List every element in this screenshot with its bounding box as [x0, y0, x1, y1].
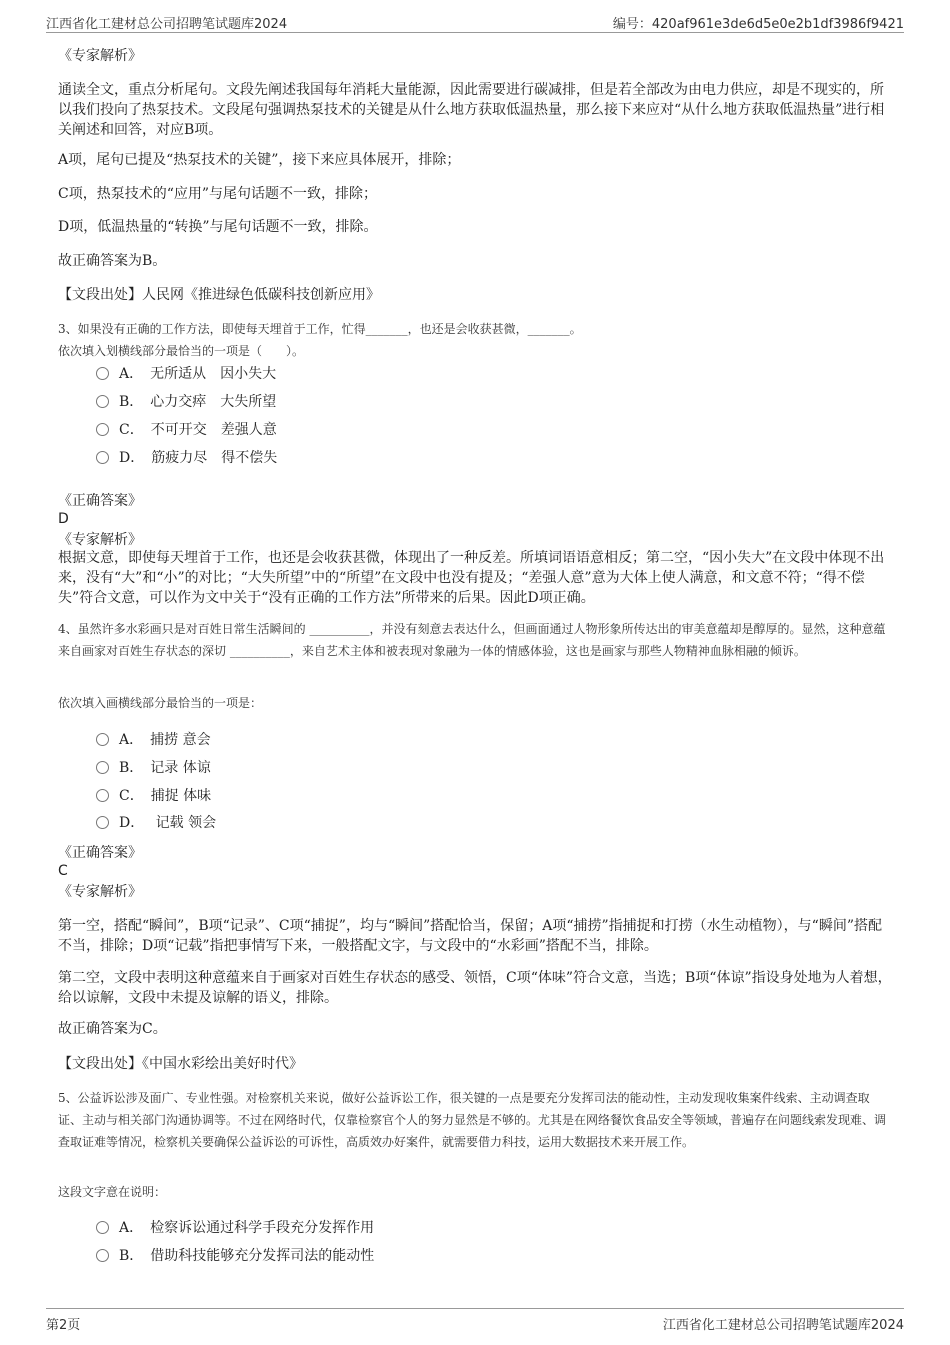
- q4-option-b[interactable]: B． 记录 体谅: [96, 758, 211, 778]
- q3-option-d[interactable]: D． 筋疲力尽 得不偿失: [96, 448, 277, 468]
- q3-instruction: 依次填入划横线部分最恰当的一项是（ ）。: [58, 344, 305, 358]
- q2-conclusion: 故正确答案为B。: [58, 253, 167, 269]
- radio-icon[interactable]: [96, 761, 109, 774]
- page-footer: [46, 1308, 904, 1331]
- q3-answer: D: [58, 511, 69, 527]
- radio-icon[interactable]: [96, 1221, 109, 1234]
- q4-source: 【文段出处】《中国水彩绘出美好时代》: [58, 1056, 303, 1072]
- q2-analysis-label: 《专家解析》: [58, 48, 142, 64]
- q4-conclusion: 故正确答案为C。: [58, 1021, 167, 1037]
- q4-answer: C: [58, 863, 68, 879]
- q4-analysis-label: 《专家解析》: [58, 884, 142, 900]
- q4-instruction: 依次填入画横线部分最恰当的一项是：: [58, 696, 263, 710]
- q4-answer-label: 《正确答案》: [58, 845, 142, 861]
- radio-icon[interactable]: [96, 395, 109, 408]
- radio-icon[interactable]: [96, 423, 109, 436]
- q3-analysis-label: 《专家解析》: [58, 532, 142, 548]
- footer-title: 江西省化工建材总公司招聘笔试题库2024: [662, 1318, 904, 1333]
- page-number: 第2页: [46, 1318, 81, 1333]
- q3-option-b[interactable]: B． 心力交瘁 大失所望: [96, 392, 276, 412]
- page-header: [46, 10, 904, 33]
- q2-analysis-p3: C项，热泵技术的“应用”与尾句话题不一致，排除；: [58, 186, 378, 202]
- q2-source: 【文段出处】人民网《推进绿色低碳科技创新应用》: [58, 287, 380, 303]
- q5-stem: 5、公益诉讼涉及面广、专业性强。对检察机关来说，做好公益诉讼工作，很关键的一点是要充分发挥司法的能动性，主动发现收集案件线索、主动调查取证、主动与相关部门沟通协调等。不过在网络时代，仅靠检察官个人的努力显然是不够的。尤其是在网络餐饮食品安全等领域，普遍存在问题线索发现难、调查取证难等情况，检察机关要确保公益诉讼的可诉性，高质效办好案件，就需要借力科技，运用大数据技术来开展工作。: [58, 1091, 887, 1149]
- q5-option-a[interactable]: A． 检察诉讼通过科学手段充分发挥作用: [96, 1218, 374, 1238]
- q5-instruction: 这段文字意在说明：: [58, 1185, 167, 1199]
- q4-option-c[interactable]: C． 捕捉 体味: [96, 786, 211, 806]
- q3-option-a[interactable]: A． 无所适从 因小失大: [96, 364, 276, 384]
- q2-analysis-p1: 通读全文，重点分析尾句。文段先阐述我国每年消耗大量能源，因此需要进行碳减排，但是若全部改为由电力供应，却是不现实的，所以我们投向了热泵技术。文段尾句强调热泵技术的关键是从什么地方获取低温热量，那么接下来应对“从什么地方获取低温热量”进行相关阐述和回答，对应B项。: [58, 82, 885, 138]
- q4-analysis-p1: 第一空，搭配“瞬间”，B项“记录”、C项“捕捉”，均与“瞬间”搭配恰当，保留；A项“捕捞”指捕捉和打捞（水生动植物），与“瞬间”搭配不当，排除；D项“记载”指把事情写下来，一般搭配文字，与文段中的“水彩画”搭配不当，排除。: [58, 918, 882, 954]
- radio-icon[interactable]: [96, 816, 109, 829]
- q4-stem: 4、虽然许多水彩画只是对百姓日常生活瞬间的 __________，并没有刻意去表达什么，但画面通过人物形象所传达出的审美意蕴却是醇厚的。显然，这种意蕴来自画家对百姓生存状态的深切 __________，来自艺术主体和被表现对象融为一体的情感体验，这也是画家与那些人物精神血脉相融的倾诉。: [58, 622, 886, 658]
- header-title: 江西省化工建材总公司招聘笔试题库2024: [46, 17, 288, 32]
- q4-option-a[interactable]: A． 捕捞 意会: [96, 730, 211, 750]
- q3-analysis: 根据文意，即使每天埋首于工作，也还是会收获甚微，体现出了一种反差。所填词语语意相反；第二空，“因小失大”在文段中体现不出来，没有“大”和“小”的对比；“大失所望”中的“所望”在文段中也没有提及；“差强人意”意为大体上使人满意，和文意不符；“得不偿失”符合文意，可以作为文中关于“没有正确的工作方法”所带来的后果。因此D项正确。: [58, 550, 885, 606]
- q2-analysis-p2: A项，尾句已提及“热泵技术的关键”，接下来应具体展开，排除；: [58, 152, 461, 168]
- q2-analysis-p4: D项，低温热量的“转换”与尾句话题不一致，排除。: [58, 219, 378, 235]
- header-doc-id: 编号：420af961e3de6d5e0e2b1df3986f9421: [612, 17, 904, 32]
- q4-option-d[interactable]: D． 记载 领会: [96, 813, 216, 833]
- q4-analysis-p2: 第二空，文段中表明这种意蕴来自于画家对百姓生存状态的感受、领悟，C项“体味”符合文意，当选；B项“体谅”指设身处地为人着想，给以谅解，文段中未提及谅解的语义，排除。: [58, 970, 892, 1006]
- radio-icon[interactable]: [96, 451, 109, 464]
- q3-option-c[interactable]: C． 不可开交 差强人意: [96, 420, 277, 440]
- radio-icon[interactable]: [96, 367, 109, 380]
- radio-icon[interactable]: [96, 733, 109, 746]
- q3-stem: 3、如果没有正确的工作方法，即使每天埋首于工作，忙得_______，也还是会收获甚微，_______。: [58, 322, 582, 336]
- q5-option-b[interactable]: B． 借助科技能够充分发挥司法的能动性: [96, 1246, 374, 1266]
- radio-icon[interactable]: [96, 789, 109, 802]
- radio-icon[interactable]: [96, 1249, 109, 1262]
- q3-answer-label: 《正确答案》: [58, 493, 142, 509]
